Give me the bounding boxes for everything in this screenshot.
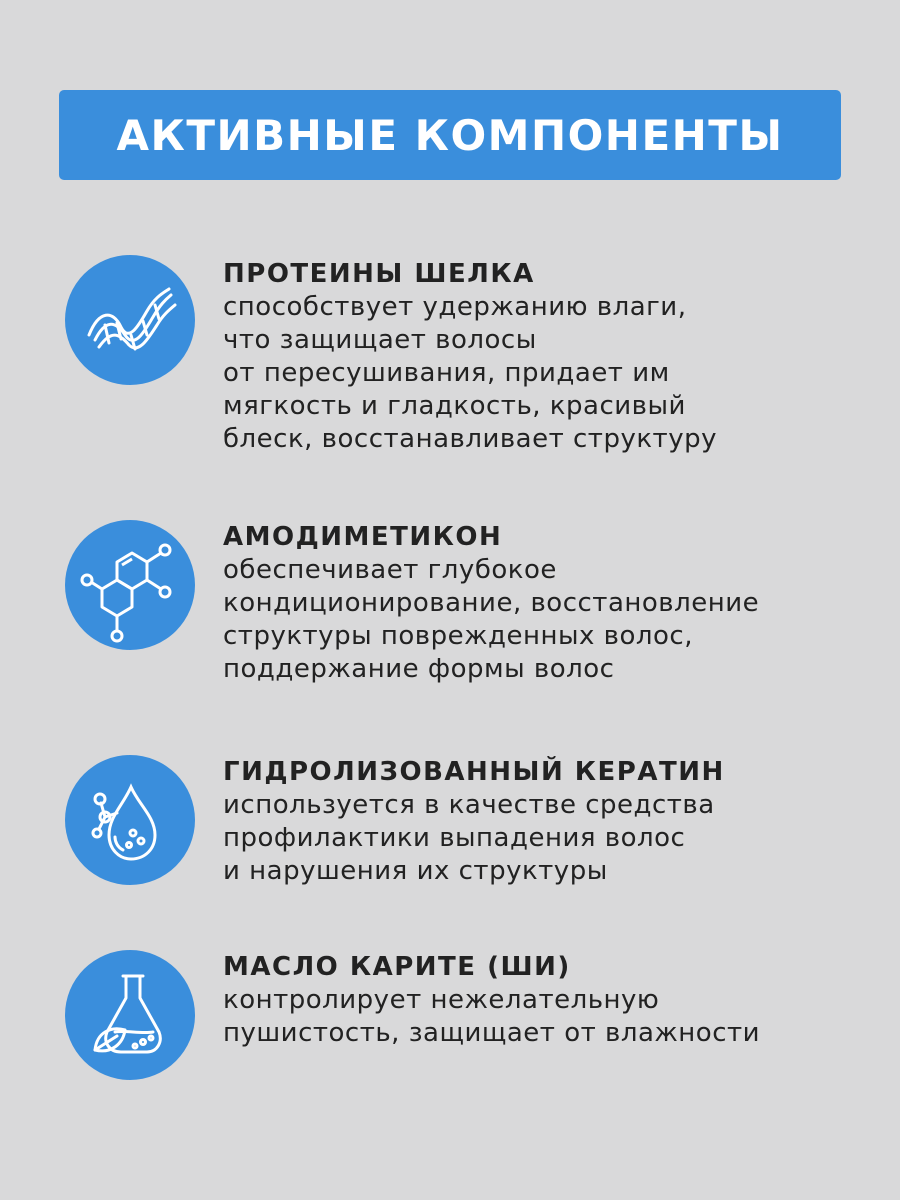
description-line: пушистость, защищает от влажности <box>223 1018 761 1048</box>
molecule-structure-icon <box>65 520 195 650</box>
description-line: и нарушения их структуры <box>223 856 608 886</box>
ingredient-text <box>223 950 893 1050</box>
ingredient-description <box>223 291 893 456</box>
ingredient-description <box>223 789 893 888</box>
ingredient-text <box>223 755 893 888</box>
ingredient-icon-circle <box>65 755 195 885</box>
description-line: от пересушивания, придает им <box>223 358 670 388</box>
ingredient-icon-circle <box>65 520 195 650</box>
description-line: мягкость и гладкость, красивый <box>223 391 686 421</box>
ingredient-title: МАСЛО КАРИТЕ (ШИ) <box>223 952 571 982</box>
description-line: обеспечивает глубокое <box>223 555 557 585</box>
ingredient-icon-circle <box>65 950 195 1080</box>
description-line: поддержание формы волос <box>223 654 615 684</box>
description-line: профилактики выпадения волос <box>223 823 686 853</box>
description-line: используется в качестве средства <box>223 790 715 820</box>
ingredient-description <box>223 554 893 686</box>
ingredient-title: АМОДИМЕТИКОН <box>223 522 503 552</box>
ingredient-text <box>223 257 893 456</box>
description-line: кондиционирование, восстановление <box>223 588 760 618</box>
description-line: что защищает волосы <box>223 325 537 355</box>
ingredient-description <box>223 984 893 1050</box>
description-line: блеск, восстанавливает структуру <box>223 424 717 454</box>
description-line: способствует удержанию влаги, <box>223 292 687 322</box>
droplet-molecule-icon <box>65 755 195 885</box>
dna-helix-icon <box>65 255 195 385</box>
description-line: контролирует нежелательную <box>223 985 660 1015</box>
page-title: АКТИВНЫЕ КОМПОНЕНТЫ <box>116 110 784 160</box>
ingredient-title: ГИДРОЛИЗОВАННЫЙ КЕРАТИН <box>223 757 725 787</box>
description-line: структуры поврежденных волос, <box>223 621 693 651</box>
flask-leaf-icon <box>65 950 195 1080</box>
ingredient-title: ПРОТЕИНЫ ШЕЛКА <box>223 259 535 289</box>
ingredient-icon-circle <box>65 255 195 385</box>
header-banner <box>59 90 841 180</box>
ingredient-text <box>223 520 893 686</box>
